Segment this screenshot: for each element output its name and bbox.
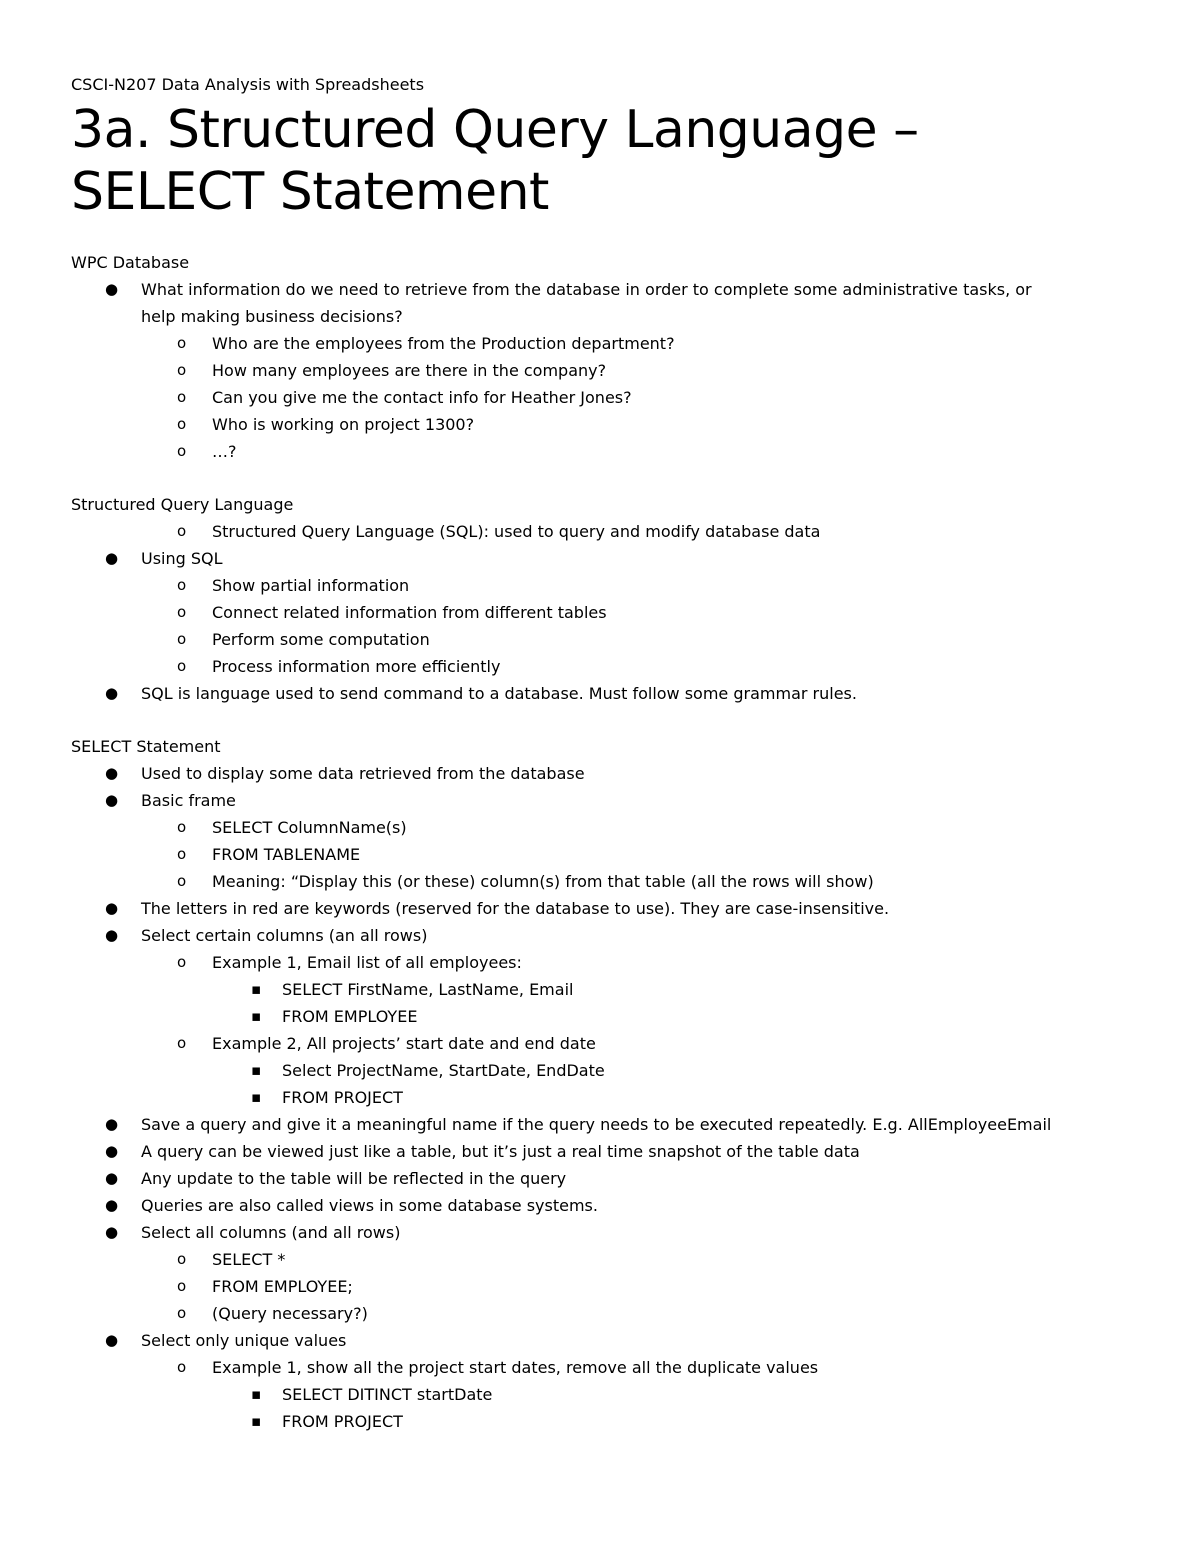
square-bullet-icon: ▪ bbox=[251, 1412, 262, 1430]
circle-bullet-icon: o bbox=[177, 388, 187, 406]
list-item-text: FROM TABLENAME bbox=[212, 845, 361, 864]
list-item-text: Show partial information bbox=[212, 576, 410, 595]
square-bullet-icon: ▪ bbox=[251, 1007, 262, 1025]
list-item-text: Structured Query Language (SQL): used to query and modify database data bbox=[212, 522, 821, 541]
bullet-icon: ● bbox=[105, 1331, 119, 1349]
list-item bbox=[71, 976, 1161, 1003]
square-bullet-icon: ▪ bbox=[251, 1385, 262, 1403]
list-item-text: help making business decisions? bbox=[141, 307, 403, 326]
list-item bbox=[71, 1111, 1161, 1138]
list-item bbox=[71, 357, 1161, 384]
list-item-text: The letters in red are keywords (reserved for the database to use). They are case-insensitive. bbox=[141, 899, 890, 918]
list-item-text: Meaning: “Display this (or these) column(s) from that table (all the rows will show) bbox=[212, 872, 874, 891]
list-item bbox=[71, 518, 1161, 545]
list-item bbox=[71, 572, 1161, 599]
bullet-icon: ● bbox=[105, 549, 119, 567]
list-item-text: Select all columns (and all rows) bbox=[141, 1223, 401, 1242]
list-item bbox=[71, 1408, 1161, 1435]
title-line-1: 3a. Structured Query Language – bbox=[71, 100, 919, 160]
list-item-text: Queries are also called views in some database systems. bbox=[141, 1196, 598, 1215]
square-bullet-icon: ▪ bbox=[251, 1088, 262, 1106]
list-item bbox=[71, 1246, 1161, 1273]
list-item-text: SELECT DITINCT startDate bbox=[282, 1385, 493, 1404]
list-item bbox=[71, 895, 1161, 922]
list-item-text: Who are the employees from the Production department? bbox=[212, 334, 675, 353]
list-item bbox=[71, 1192, 1161, 1219]
circle-bullet-icon: o bbox=[177, 1277, 187, 1295]
list-item-text: …? bbox=[212, 442, 237, 461]
circle-bullet-icon: o bbox=[177, 953, 187, 971]
list-item-text: FROM EMPLOYEE; bbox=[212, 1277, 353, 1296]
section-heading: Structured Query Language bbox=[71, 495, 294, 514]
list-item bbox=[71, 680, 1161, 707]
bullet-icon: ● bbox=[105, 684, 119, 702]
list-item bbox=[71, 1354, 1161, 1381]
list-item bbox=[71, 330, 1161, 357]
circle-bullet-icon: o bbox=[177, 361, 187, 379]
bullet-icon: ● bbox=[105, 1196, 119, 1214]
list-item-text: FROM EMPLOYEE bbox=[282, 1007, 418, 1026]
document-body bbox=[71, 249, 1161, 1435]
list-item bbox=[71, 1165, 1161, 1192]
list-item bbox=[71, 760, 1161, 787]
list-item-text: Example 1, Email list of all employees: bbox=[212, 953, 522, 972]
list-item-text: Select certain columns (an all rows) bbox=[141, 926, 428, 945]
section-heading: SELECT Statement bbox=[71, 737, 221, 756]
list-item bbox=[71, 1003, 1161, 1030]
list-item bbox=[71, 1057, 1161, 1084]
bullet-icon: ● bbox=[105, 1223, 119, 1241]
circle-bullet-icon: o bbox=[177, 1250, 187, 1268]
circle-bullet-icon: o bbox=[177, 522, 187, 540]
list-item bbox=[71, 653, 1161, 680]
list-item-text: Example 1, show all the project start dates, remove all the duplicate values bbox=[212, 1358, 819, 1377]
circle-bullet-icon: o bbox=[177, 334, 187, 352]
bullet-icon: ● bbox=[105, 1169, 119, 1187]
list-item-text: Connect related information from different tables bbox=[212, 603, 607, 622]
list-item-text: Process information more efficiently bbox=[212, 657, 501, 676]
circle-bullet-icon: o bbox=[177, 1358, 187, 1376]
list-item bbox=[71, 1327, 1161, 1354]
list-item bbox=[71, 1138, 1161, 1165]
course-subject: CSCI-N207 Data Analysis with Spreadsheets bbox=[71, 75, 425, 94]
list-item bbox=[71, 545, 1161, 572]
list-item-text: Save a query and give it a meaningful name if the query needs to be executed repeatedly. E.g. AllEmployeeEmail bbox=[141, 1115, 1052, 1134]
circle-bullet-icon: o bbox=[177, 630, 187, 648]
square-bullet-icon: ▪ bbox=[251, 1061, 262, 1079]
list-item bbox=[71, 1300, 1161, 1327]
bullet-icon: ● bbox=[105, 791, 119, 809]
circle-bullet-icon: o bbox=[177, 657, 187, 675]
list-item bbox=[71, 276, 1161, 330]
list-item-text: Example 2, All projects’ start date and end date bbox=[212, 1034, 596, 1053]
bullet-icon: ● bbox=[105, 1115, 119, 1133]
circle-bullet-icon: o bbox=[177, 1304, 187, 1322]
list-item-text: Perform some computation bbox=[212, 630, 430, 649]
list-item bbox=[71, 599, 1161, 626]
circle-bullet-icon: o bbox=[177, 818, 187, 836]
list-item-text: SQL is language used to send command to a database. Must follow some grammar rules. bbox=[141, 684, 857, 703]
circle-bullet-icon: o bbox=[177, 1034, 187, 1052]
list-item bbox=[71, 841, 1161, 868]
list-item-text: Any update to the table will be reflected in the query bbox=[141, 1169, 567, 1188]
list-item bbox=[71, 814, 1161, 841]
bullet-icon: ● bbox=[105, 926, 119, 944]
list-item bbox=[71, 1273, 1161, 1300]
list-item bbox=[71, 1381, 1161, 1408]
list-item bbox=[71, 626, 1161, 653]
list-item-text: FROM PROJECT bbox=[282, 1088, 403, 1107]
list-item bbox=[71, 868, 1161, 895]
section-heading: WPC Database bbox=[71, 253, 190, 272]
list-item-text: A query can be viewed just like a table, but it’s just a real time snapshot of the table data bbox=[141, 1142, 860, 1161]
circle-bullet-icon: o bbox=[177, 415, 187, 433]
list-item bbox=[71, 438, 1161, 465]
list-item bbox=[71, 1030, 1161, 1057]
list-item bbox=[71, 411, 1161, 438]
section bbox=[71, 491, 1161, 707]
square-bullet-icon: ▪ bbox=[251, 980, 262, 998]
circle-bullet-icon: o bbox=[177, 872, 187, 890]
bullet-icon: ● bbox=[105, 899, 119, 917]
circle-bullet-icon: o bbox=[177, 845, 187, 863]
list-item bbox=[71, 922, 1161, 949]
list-item-text: Who is working on project 1300? bbox=[212, 415, 475, 434]
list-item-text: Used to display some data retrieved from the database bbox=[141, 764, 585, 783]
list-item-text: FROM PROJECT bbox=[282, 1412, 403, 1431]
section bbox=[71, 249, 1161, 465]
list-item bbox=[71, 949, 1161, 976]
page-title bbox=[71, 99, 1161, 223]
bullet-icon: ● bbox=[105, 1142, 119, 1160]
bullet-icon: ● bbox=[105, 280, 119, 298]
list-item-text: What information do we need to retrieve from the database in order to complete some administrative tasks, or bbox=[141, 280, 1032, 299]
bullet-icon: ● bbox=[105, 764, 119, 782]
list-item bbox=[71, 787, 1161, 814]
circle-bullet-icon: o bbox=[177, 603, 187, 621]
circle-bullet-icon: o bbox=[177, 442, 187, 460]
list-item-text: (Query necessary?) bbox=[212, 1304, 368, 1323]
list-item-text: Select only unique values bbox=[141, 1331, 347, 1350]
list-item bbox=[71, 1219, 1161, 1246]
list-item bbox=[71, 1084, 1161, 1111]
section bbox=[71, 733, 1161, 1435]
list-item bbox=[71, 384, 1161, 411]
list-item-text: SELECT ColumnName(s) bbox=[212, 818, 407, 837]
title-line-2: SELECT Statement bbox=[71, 162, 549, 222]
list-item-text: Basic frame bbox=[141, 791, 236, 810]
list-item-text: Using SQL bbox=[141, 549, 223, 568]
list-item-text: Select ProjectName, StartDate, EndDate bbox=[282, 1061, 605, 1080]
list-item-text: SELECT FirstName, LastName, Email bbox=[282, 980, 574, 999]
list-item-text: How many employees are there in the company? bbox=[212, 361, 607, 380]
circle-bullet-icon: o bbox=[177, 576, 187, 594]
document-page bbox=[71, 74, 1161, 1435]
list-item-text: SELECT * bbox=[212, 1250, 286, 1269]
list-item-text: Can you give me the contact info for Heather Jones? bbox=[212, 388, 632, 407]
